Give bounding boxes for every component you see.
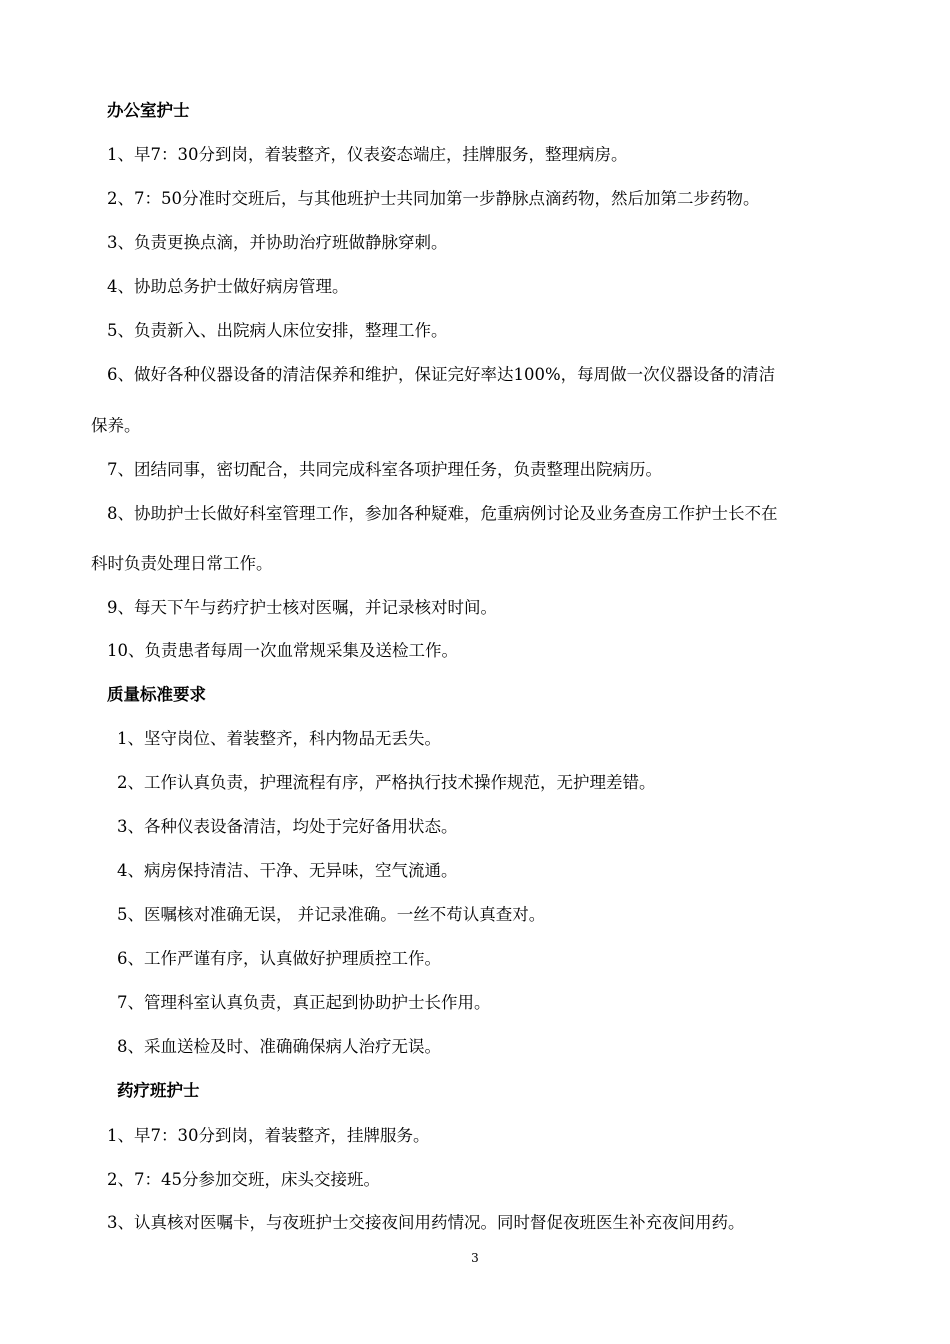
office-nurse-item-7: 7、团结同事，密切配合，共同完成科室各项护理任务，负责整理出院病历。 [107, 460, 662, 479]
office-nurse-item-4: 4、协助总务护士做好病房管理。 [107, 277, 349, 296]
quality-item-4: 4、病房保持清洁、干净、无异味，空气流通。 [117, 861, 458, 880]
office-nurse-item-1: 1、早7：30分到岗，着装整齐，仪表姿态端庄，挂牌服务，整理病房。 [107, 145, 628, 164]
quality-item-1: 1、坚守岗位、着装整齐，科内物品无丢失。 [117, 729, 441, 748]
office-nurse-item-6-continued: 保养。 [91, 416, 141, 435]
office-nurse-item-6: 6、做好各种仪器设备的清洁保养和维护，保证完好率达100%，每周做一次仪器设备的清洁 [107, 365, 776, 384]
quality-item-2: 2、工作认真负责，护理流程有序，严格执行技术操作规范，无护理差错。 [117, 773, 656, 792]
office-nurse-item-8: 8、协助护士长做好科室管理工作，参加各种疑难，危重病例讨论及业务查房工作护士长不在 [107, 504, 778, 523]
medication-nurse-item-3: 3、认真核对医嘱卡，与夜班护士交接夜间用药情况。同时督促夜班医生补充夜间用药。 [107, 1213, 745, 1232]
office-nurse-item-9: 9、每天下午与药疗护士核对医嘱，并记录核对时间。 [107, 598, 497, 617]
section-heading-medication-nurse: 药疗班护士 [117, 1081, 200, 1100]
section-heading-office-nurse: 办公室护士 [107, 101, 190, 120]
quality-item-5: 5、医嘱核对准确无误， 并记录准确。一丝不苟认真查对。 [117, 905, 546, 924]
office-nurse-item-8-continued: 科时负责处理日常工作。 [91, 554, 273, 573]
section-heading-quality-standards: 质量标准要求 [107, 685, 206, 704]
office-nurse-item-3: 3、负责更换点滴，并协助治疗班做静脉穿刺。 [107, 233, 448, 252]
medication-nurse-item-1: 1、早7：30分到岗，着装整齐，挂牌服务。 [107, 1126, 430, 1145]
office-nurse-item-5: 5、负责新入、出院病人床位安排，整理工作。 [107, 321, 448, 340]
quality-item-6: 6、工作严谨有序，认真做好护理质控工作。 [117, 949, 441, 968]
quality-item-7: 7、管理科室认真负责，真正起到协助护士长作用。 [117, 993, 491, 1012]
medication-nurse-item-2: 2、7：45分参加交班，床头交接班。 [107, 1170, 380, 1189]
page-number: 3 [471, 1251, 479, 1265]
quality-item-3: 3、各种仪表设备清洁，均处于完好备用状态。 [117, 817, 458, 836]
quality-item-8: 8、采血送检及时、准确确保病人治疗无误。 [117, 1037, 441, 1056]
office-nurse-item-2: 2、7：50分准时交班后，与其他班护士共同加第一步静脉点滴药物，然后加第二步药物。 [107, 189, 760, 208]
office-nurse-item-10: 10、负责患者每周一次血常规采集及送检工作。 [107, 641, 458, 660]
